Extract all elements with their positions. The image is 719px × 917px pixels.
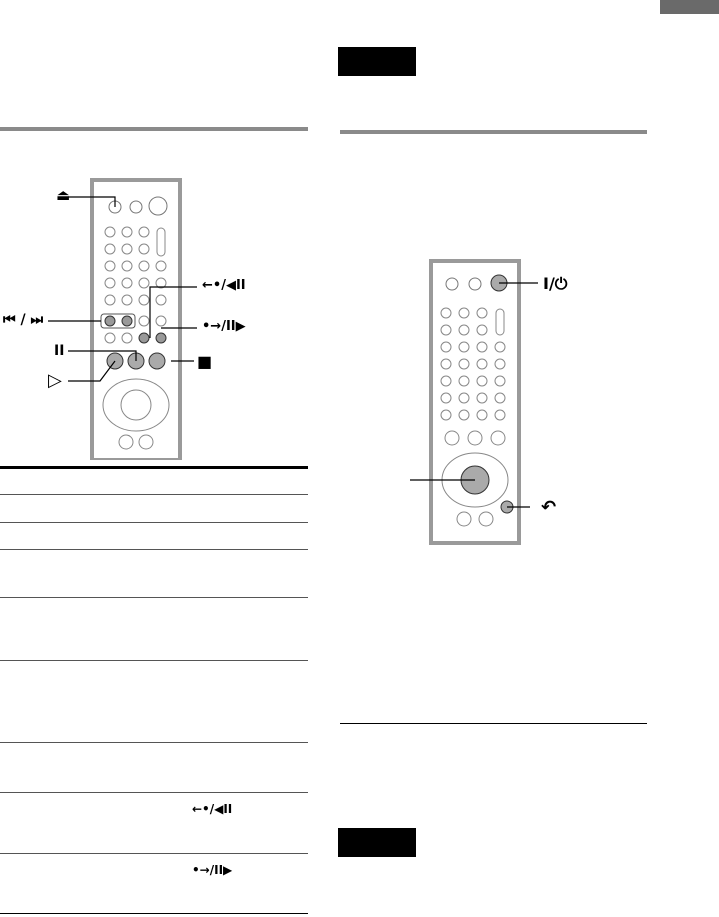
table-bottom-rule bbox=[0, 913, 308, 914]
table-cell-replay-step-icon: ←•/◀II bbox=[192, 802, 233, 816]
replay-step-icon: ←•/◀II bbox=[202, 278, 246, 293]
advance-step-icon: •→/II▶ bbox=[202, 319, 246, 334]
table-row-divider bbox=[0, 660, 308, 661]
note-label-box-bottom bbox=[338, 828, 416, 857]
prev-next-icon: ⏮ / ⏭ bbox=[3, 312, 44, 328]
section-tab-marker bbox=[660, 0, 719, 14]
play-icon: ▷ bbox=[48, 370, 62, 391]
table-row-divider bbox=[0, 742, 308, 743]
right-remote-illustration bbox=[340, 255, 650, 545]
table-row-divider bbox=[0, 792, 308, 793]
table-row-divider bbox=[0, 853, 308, 854]
stop-icon: ■ bbox=[197, 352, 213, 371]
power-icon: I/⏻ bbox=[543, 274, 568, 293]
left-section-rule bbox=[0, 127, 308, 131]
table-row-divider bbox=[0, 494, 308, 495]
left-remote-illustration bbox=[0, 170, 310, 460]
return-icon: ↶ bbox=[541, 497, 557, 518]
pause-icon: II bbox=[54, 343, 65, 359]
right-divider-rule bbox=[340, 723, 647, 724]
table-top-rule bbox=[0, 466, 308, 469]
table-row-divider bbox=[0, 549, 308, 550]
table-cell-advance-step-icon: •→/II▶ bbox=[192, 863, 233, 877]
table-row-divider bbox=[0, 522, 308, 523]
right-section-rule bbox=[340, 130, 647, 134]
eject-icon: ⏏ bbox=[56, 186, 71, 204]
table-row-divider bbox=[0, 597, 308, 598]
note-label-box bbox=[338, 47, 416, 76]
